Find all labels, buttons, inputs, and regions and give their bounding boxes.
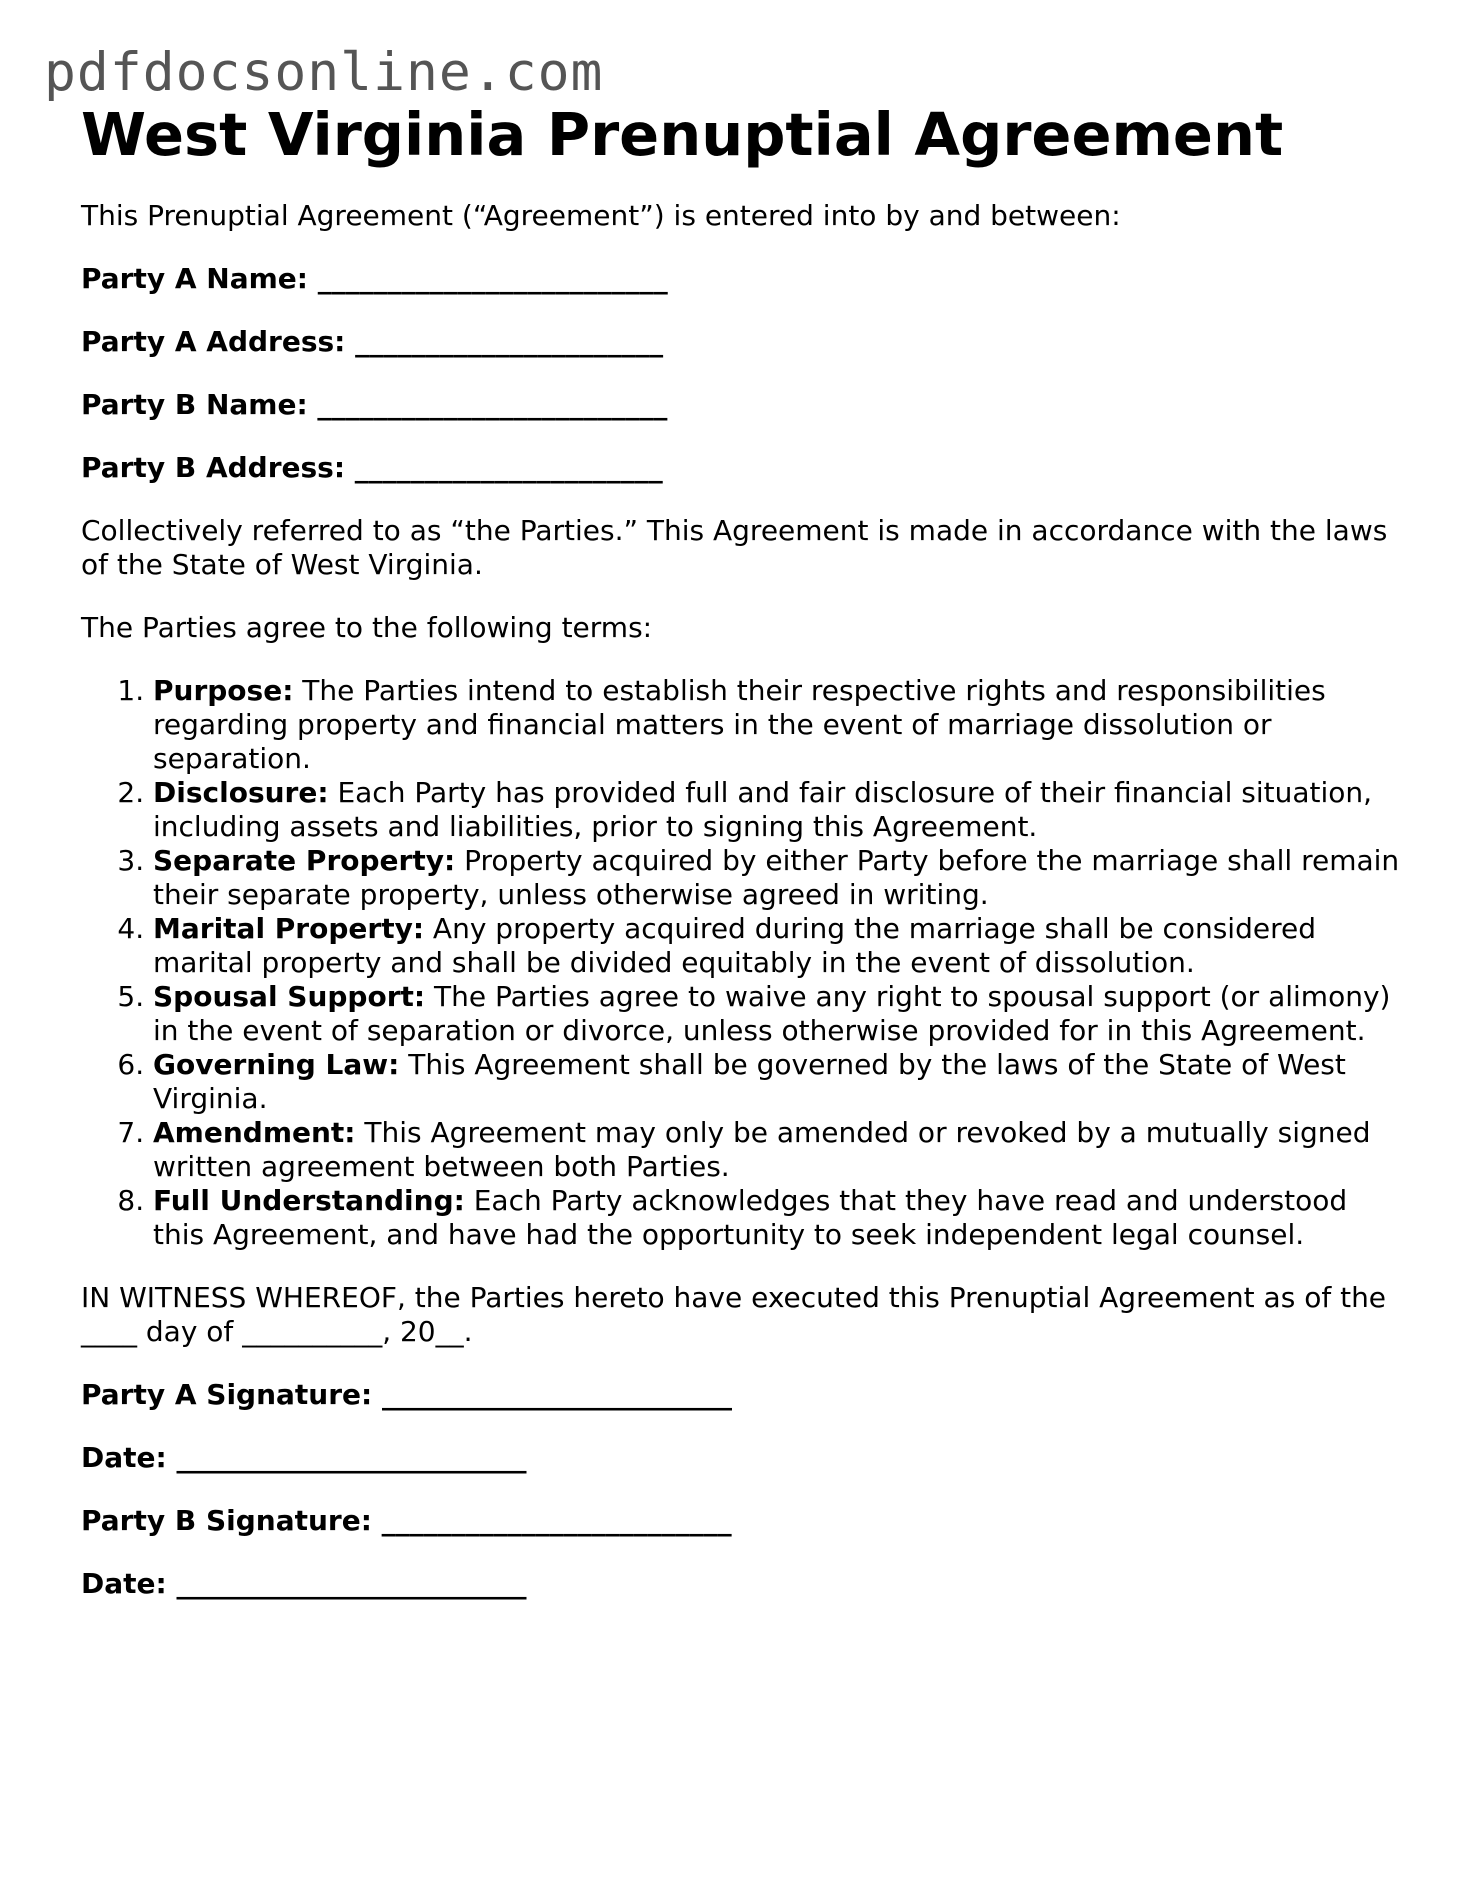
- party-a-signature-blank[interactable]: _________________________: [381, 1377, 732, 1411]
- party-b-signature-blank[interactable]: _________________________: [381, 1503, 732, 1537]
- document-page: [81, 100, 1401, 1630]
- party-a-date-blank[interactable]: _________________________: [176, 1440, 527, 1474]
- field-label: Party A Name:: [81, 261, 318, 295]
- watermark: pdfdocsonline.com: [44, 42, 604, 103]
- party-a-address-blank[interactable]: ______________________: [355, 324, 664, 358]
- term-item: [153, 674, 1401, 776]
- party-a-signature-field: [81, 1378, 1401, 1412]
- party-b-date-field: [81, 1567, 1401, 1601]
- term-title: Full Understanding:: [153, 1183, 465, 1217]
- term-text: Each Party acknowledges that they have read and understood this Agreement, and have had the opportunity to seek independent legal counsel.: [153, 1183, 1348, 1251]
- field-label: Party A Address:: [81, 324, 356, 358]
- term-text: This Agreement shall be governed by the laws of the State of West Virginia.: [153, 1047, 1346, 1115]
- field-label: Date:: [81, 1440, 177, 1474]
- term-title: Purpose:: [153, 673, 294, 707]
- term-item: [153, 844, 1401, 912]
- term-text: Property acquired by either Party before the marriage shall remain their separate property, unless otherwise agreed in writing.: [153, 843, 1400, 911]
- term-title: Governing Law:: [153, 1047, 400, 1081]
- party-b-address-blank[interactable]: ______________________: [354, 450, 663, 484]
- party-a-name-field: [81, 262, 1401, 296]
- term-item: [153, 776, 1401, 844]
- party-a-name-blank[interactable]: _________________________: [317, 261, 668, 295]
- document-title: West Virginia Prenuptial Agreement: [81, 100, 1284, 169]
- term-title: Marital Property:: [153, 911, 425, 945]
- term-title: Disclosure:: [153, 775, 329, 809]
- terms-intro: The Parties agree to the following terms:: [81, 610, 653, 644]
- intro-paragraph: This Prenuptial Agreement (“Agreement”) is entered into by and between:: [81, 198, 1121, 232]
- term-item: [153, 980, 1401, 1048]
- field-label: Party B Signature:: [81, 1503, 382, 1537]
- term-text: The Parties agree to waive any right to spousal support (or alimony) in the event of separation or divorce, unless otherwise provided for in this Agreement.: [153, 979, 1391, 1047]
- party-a-date-field: [81, 1441, 1401, 1475]
- term-text: Any property acquired during the marriage shall be considered marital property and shall be divided equitably in the event of dissolution.: [153, 911, 1316, 979]
- term-title: Spousal Support:: [153, 979, 426, 1013]
- term-text: This Agreement may only be amended or revoked by a mutually signed written agreement between both Parties.: [153, 1115, 1371, 1183]
- party-a-address-field: [81, 325, 1401, 359]
- term-item: [153, 912, 1401, 980]
- field-label: Party A Signature:: [81, 1377, 382, 1411]
- term-title: Separate Property:: [153, 843, 456, 877]
- collective-paragraph: Collectively referred to as “the Parties.” This Agreement is made in accordance with the laws of the State of West Virginia.: [81, 513, 1388, 581]
- party-b-signature-field: [81, 1504, 1401, 1538]
- field-label: Date:: [81, 1566, 177, 1600]
- term-item: [153, 1116, 1401, 1184]
- term-item: [153, 1048, 1401, 1116]
- party-b-name-field: [81, 388, 1401, 422]
- term-text: The Parties intend to establish their respective rights and responsibilities regarding property and financial matters in the event of marriage dissolution or separation.: [153, 673, 1326, 775]
- term-text: Each Party has provided full and fair disclosure of their financial situation, including assets and liabilities, prior to signing this Agreement.: [153, 775, 1373, 843]
- witness-paragraph: IN WITNESS WHEREOF, the Parties hereto have executed this Prenuptial Agreement as of the ____ day of __________, 20__.: [81, 1280, 1387, 1348]
- field-label: Party B Name:: [81, 387, 318, 421]
- party-b-address-field: [81, 451, 1401, 485]
- field-label: Party B Address:: [81, 450, 355, 484]
- party-b-date-blank[interactable]: _________________________: [176, 1566, 527, 1600]
- terms-list: [81, 674, 1401, 1252]
- term-item: [153, 1184, 1401, 1252]
- party-b-name-blank[interactable]: _________________________: [317, 387, 668, 421]
- term-title: Amendment:: [153, 1115, 356, 1149]
